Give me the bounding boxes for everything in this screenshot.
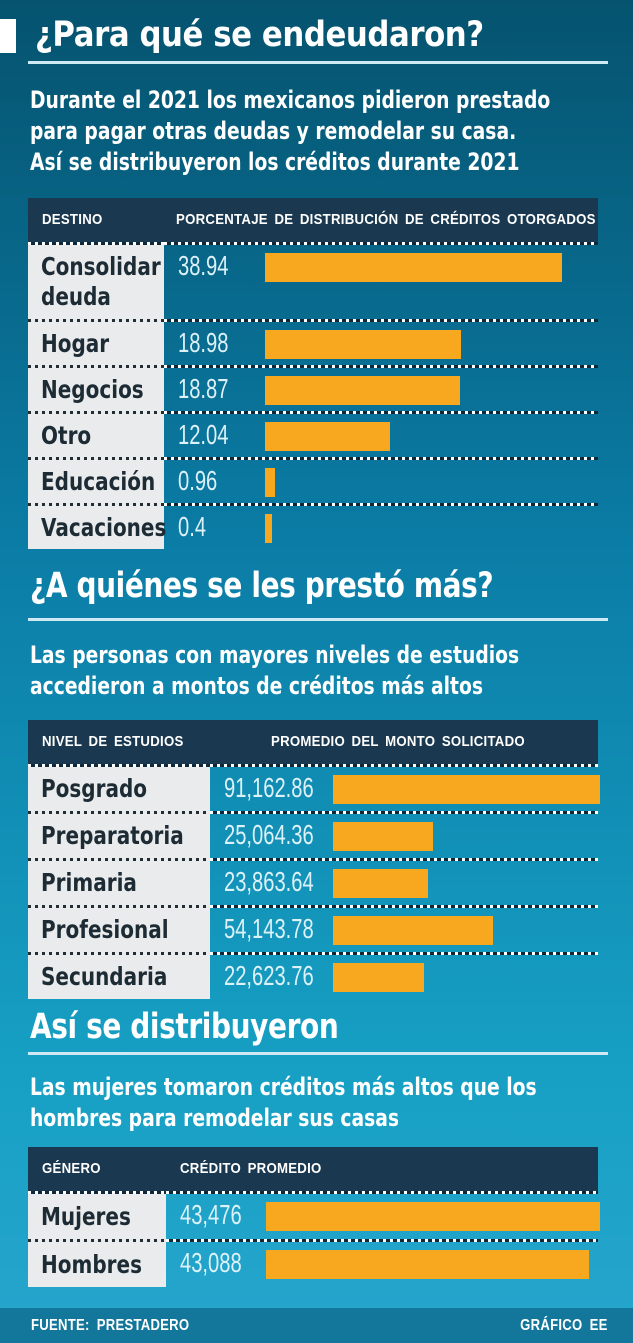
section3-title: Así se distribuyeron (30, 1007, 339, 1047)
table-row (28, 322, 598, 365)
value-bar (333, 963, 424, 992)
column1-header: NIVEL DE ESTUDIOS (42, 733, 184, 750)
row-label: Secundaria (41, 962, 168, 991)
row-label: Negocios (41, 374, 144, 404)
row-label-cell (28, 322, 164, 365)
row-label-cell (28, 861, 210, 905)
subtitle-line: Así se distribuyeron los créditos durante 2021 (30, 148, 520, 176)
row-label-cell (28, 506, 167, 549)
table-header-row (28, 198, 598, 242)
table-row (28, 1242, 598, 1287)
section3-title-rule (28, 1052, 608, 1055)
row-label: Educación (41, 466, 156, 496)
value-bar (265, 253, 562, 282)
table-row (28, 506, 598, 549)
row-label-cell (28, 908, 210, 952)
row-value: 12.04 (178, 419, 229, 450)
table-header-row (28, 1147, 598, 1191)
value-bar (265, 514, 272, 543)
row-label: Preparatoria (41, 821, 184, 850)
value-bar (266, 1202, 600, 1231)
value-bar (265, 330, 461, 359)
row-value: 18.98 (178, 327, 229, 358)
column2-header: PROMEDIO DEL MONTO SOLICITADO (271, 733, 525, 750)
row-label: Otro (41, 420, 92, 450)
subtitle-line: hombres para remodelar sus casas (30, 1104, 400, 1132)
row-label: Vacaciones (41, 512, 167, 542)
table-row (28, 245, 598, 319)
source-label: FUENTE: PRESTADERO (31, 1317, 190, 1334)
row-value: 18.87 (178, 373, 229, 404)
table-genero (28, 1147, 598, 1287)
row-label: Hogar (41, 328, 110, 358)
row-value: 23,863.64 (224, 866, 314, 897)
row-label-cell (28, 767, 210, 811)
table-row (28, 861, 598, 905)
section1-title: ¿Para qué se endeudaron? (35, 15, 484, 55)
row-value: 0.96 (178, 465, 218, 496)
row-label-cell (28, 460, 164, 503)
row-label-cell (28, 1242, 166, 1287)
row-value: 0.4 (178, 511, 207, 542)
row-label-cell (28, 414, 164, 457)
table-row (28, 908, 598, 952)
row-value: 43,088 (180, 1247, 242, 1278)
section1-title-rule (28, 61, 608, 64)
table-row (28, 1194, 598, 1239)
section2-subtitle (30, 640, 633, 702)
value-bar (265, 468, 275, 497)
row-label: Consolidar deuda (41, 252, 161, 311)
table-row (28, 414, 598, 457)
table-row (28, 814, 598, 858)
table-row (28, 955, 598, 999)
row-label-cell (28, 368, 164, 411)
subtitle-line: Las mujeres tomaron créditos más altos que los (30, 1073, 537, 1101)
value-bar (333, 869, 428, 898)
value-bar (333, 916, 493, 945)
section2-title: ¿A quiénes se les prestó más? (30, 566, 494, 606)
column1-header: GÉNERO (42, 1160, 101, 1177)
section2-title-rule (28, 618, 608, 621)
subtitle-line: Las personas con mayores niveles de estudios (30, 641, 520, 669)
row-label: Mujeres (41, 1201, 131, 1231)
row-label-cell (28, 814, 210, 858)
column1-header: DESTINO (42, 211, 103, 228)
value-bar (333, 822, 433, 851)
column2-header: PORCENTAJE DE DISTRIBUCIÓN DE CRÉDITOS OTORGADOS (176, 211, 596, 228)
row-label: Primaria (41, 868, 137, 897)
subtitle-line: Durante el 2021 los mexicanos pidieron prestado (30, 86, 551, 114)
value-bar (265, 422, 390, 451)
row-value: 22,623.76 (224, 960, 314, 991)
row-value: 38.94 (178, 250, 229, 281)
section3-subtitle (30, 1072, 633, 1134)
subtitle-line: para pagar otras deudas y remodelar su casa. (30, 117, 517, 145)
table-row (28, 460, 598, 503)
value-bar (266, 1250, 589, 1279)
subtitle-line: accedieron a montos de créditos más altos (30, 672, 484, 700)
row-value: 43,476 (180, 1199, 242, 1230)
title-accent-square (0, 19, 16, 53)
value-bar (333, 775, 600, 804)
footer-band (0, 1308, 633, 1343)
row-label: Hombres (41, 1249, 142, 1279)
row-label-cell (28, 955, 210, 999)
row-label-cell (28, 245, 164, 319)
row-label: Posgrado (41, 774, 148, 803)
row-value: 25,064.36 (224, 819, 314, 850)
row-value: 91,162.86 (224, 772, 314, 803)
value-bar (265, 376, 460, 405)
table-nivel-de-estudios (28, 720, 598, 999)
table-row (28, 368, 598, 411)
row-label: Profesional (41, 915, 169, 944)
section1-subtitle (30, 85, 633, 178)
table-row (28, 767, 598, 811)
table-header-row (28, 720, 598, 764)
column2-header: CRÉDITO PROMEDIO (180, 1160, 322, 1177)
row-value: 54,143.78 (224, 913, 314, 944)
credit-label: GRÁFICO EE (520, 1317, 608, 1334)
table-destino (28, 198, 598, 549)
row-label-cell (28, 1194, 166, 1239)
